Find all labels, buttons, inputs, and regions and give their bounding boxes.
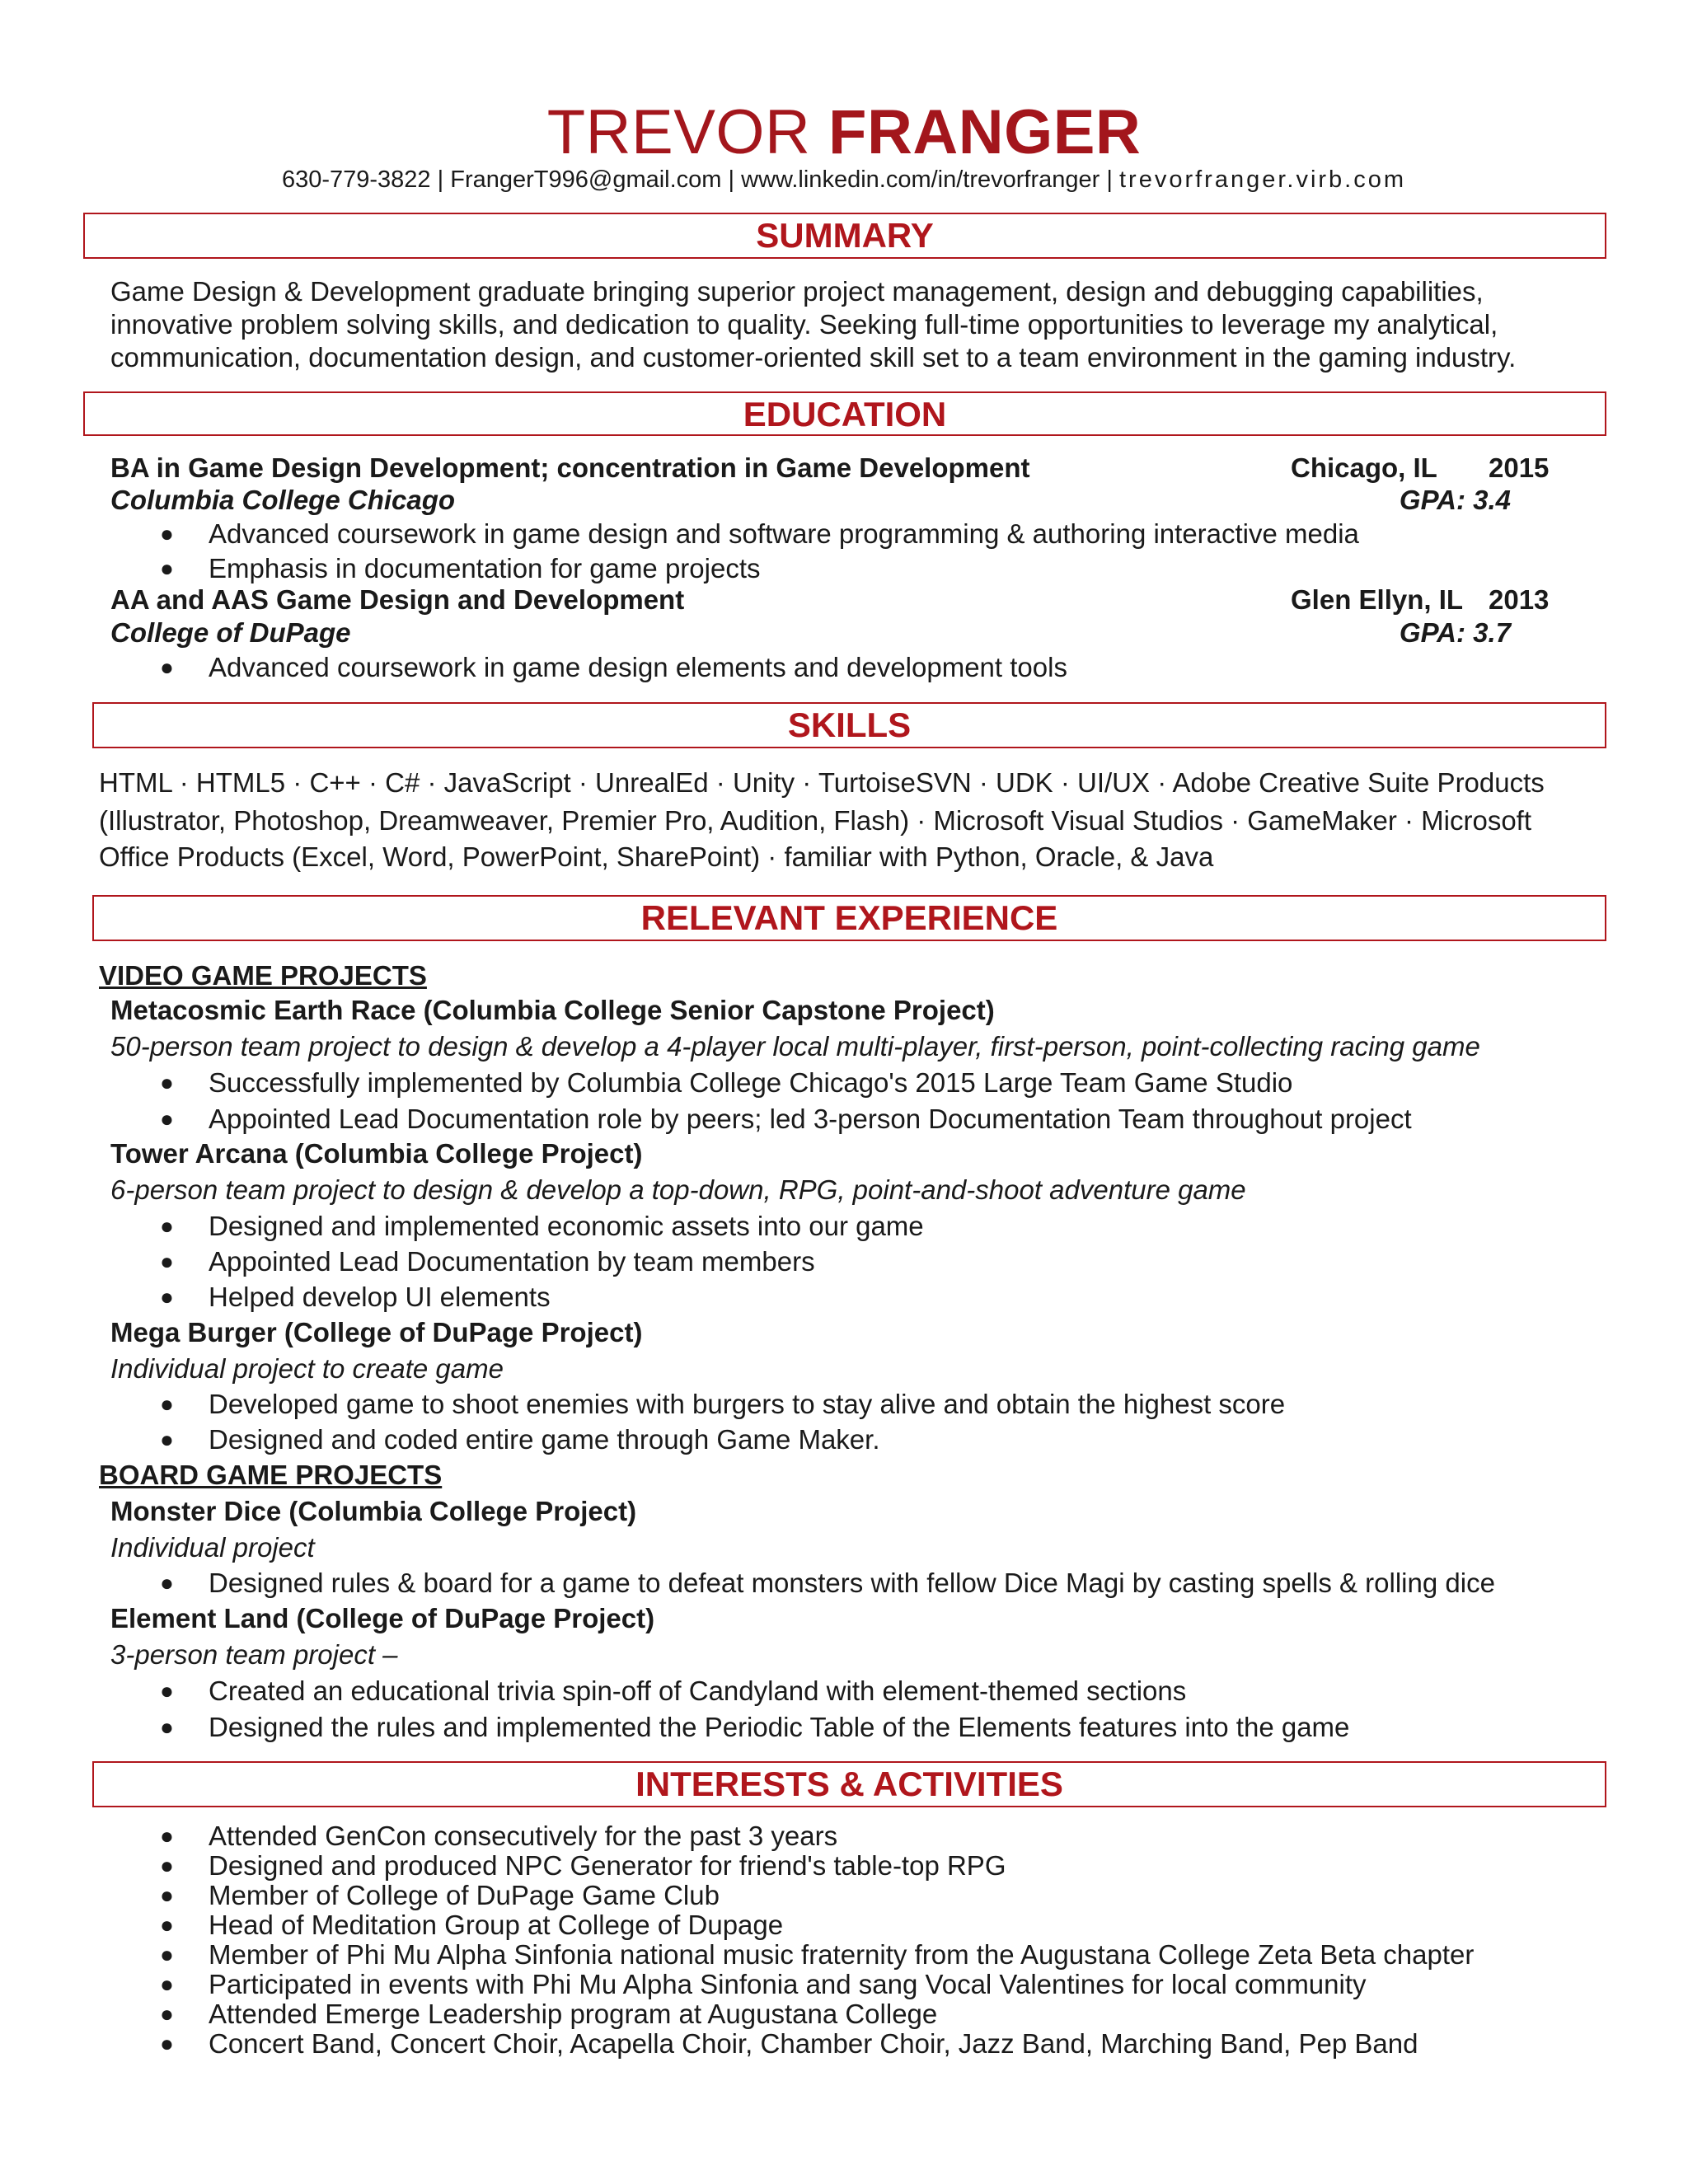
project-name: Tower Arcana (Columbia College Project)	[110, 1138, 643, 1169]
project-bullet: Created an educational trivia spin-off of Candyland with element-themed sections	[209, 1675, 1187, 1706]
project-bullet: Designed the rules and implemented the Periodic Table of the Elements features into the game	[209, 1712, 1350, 1742]
interest-item: Concert Band, Concert Choir, Acapella Choir, Chamber Choir, Jazz Band, Marching Band, Pep Band	[209, 2028, 1418, 2059]
project-name: Monster Dice (Columbia College Project)	[110, 1496, 637, 1526]
bullet-icon: ●	[160, 654, 174, 680]
edu-year: 2013	[1489, 584, 1550, 615]
contact-separator: |	[728, 166, 735, 193]
interest-item: Participated in events with Phi Mu Alpha Sinfonia and sang Vocal Valentines for local community	[209, 1969, 1367, 1999]
bullet-icon: ●	[160, 555, 174, 581]
edu-location: Glen Ellyn, IL	[1291, 584, 1464, 615]
edu-bullet: Advanced coursework in game design and software programming & authoring interactive media	[209, 518, 1359, 549]
project-bullet: Appointed Lead Documentation by team members	[209, 1246, 815, 1277]
bullet-icon: ●	[160, 1391, 174, 1417]
bullet-icon: ●	[160, 2031, 174, 2056]
bullet-icon: ●	[160, 1427, 174, 1452]
bullet-icon: ●	[160, 1070, 174, 1095]
edu-degree: AA and AAS Game Design and Development	[110, 584, 685, 615]
project-bullet: Developed game to shoot enemies with burgers to stay alive and obtain the highest score	[209, 1389, 1286, 1419]
edu-bullet: Emphasis in documentation for game projects	[209, 553, 761, 583]
skills-title: SKILLS	[787, 705, 912, 744]
contact-linkedin[interactable]: www.linkedin.com/in/trevorfranger	[741, 166, 1100, 193]
bullet-icon: ●	[160, 1106, 174, 1132]
interest-item: Head of Meditation Group at College of Dupage	[209, 1910, 784, 1940]
last-name: FRANGER	[828, 97, 1142, 167]
skills-line: HTML · HTML5 · C++ · C# · JavaScript · UnrealEd · Unity · TurtoiseSVN · UDK · UI/UX · Adobe Creative Suite Products	[99, 767, 1545, 798]
project-bullet: Helped develop UI elements	[209, 1282, 551, 1312]
contact-phone: 630-779-3822	[281, 166, 431, 193]
edu-location: Chicago, IL	[1291, 452, 1437, 483]
contact-line	[0, 165, 1688, 194]
interests-section-header	[92, 1761, 1606, 1807]
edu-bullet: Advanced coursework in game design elements and development tools	[209, 652, 1067, 682]
interest-item: Member of College of DuPage Game Club	[209, 1880, 720, 1910]
skills-line: Office Products (Excel, Word, PowerPoint, SharePoint) · familiar with Python, Oracle, & Java	[99, 841, 1214, 872]
education-title: EDUCATION	[743, 395, 947, 434]
bullet-icon: ●	[160, 1678, 174, 1704]
project-bullet: Successfully implemented by Columbia College Chicago's 2015 Large Team Game Studio	[209, 1067, 1293, 1098]
interest-item: Member of Phi Mu Alpha Sinfonia national music fraternity from the Augustana College Zeta Beta chapter	[209, 1939, 1475, 1970]
project-bullet: Designed and coded entire game through Game Maker.	[209, 1424, 880, 1455]
video-projects-heading: VIDEO GAME PROJECTS	[99, 960, 427, 991]
interest-item: Attended GenCon consecutively for the past 3 years	[209, 1821, 838, 1851]
contact-separator: |	[1106, 166, 1113, 193]
first-name: TREVOR	[546, 97, 811, 167]
project-name: Element Land (College of DuPage Project)	[110, 1603, 655, 1633]
project-desc: 50-person team project to design & develop a 4-player local multi-player, first-person, point-collecting racing game	[110, 1031, 1480, 1062]
interest-item: Attended Emerge Leadership program at Augustana College	[209, 1999, 938, 2029]
board-projects-heading: BOARD GAME PROJECTS	[99, 1460, 443, 1490]
project-name: Metacosmic Earth Race (Columbia College Senior Capstone Project)	[110, 995, 995, 1025]
edu-school: Columbia College Chicago	[110, 485, 456, 515]
project-desc: Individual project to create game	[110, 1353, 504, 1384]
bullet-icon: ●	[160, 521, 174, 546]
summary-section-header	[83, 213, 1606, 259]
education-section-header	[83, 391, 1606, 436]
bullet-icon: ●	[160, 1942, 174, 1967]
bullet-icon: ●	[160, 1284, 174, 1310]
edu-school: College of DuPage	[110, 617, 351, 648]
skills-line: (Illustrator, Photoshop, Dreamweaver, Premier Pro, Audition, Flash) · Microsoft Visual Studios · GameMaker · Microsoft	[99, 805, 1532, 836]
project-desc: Individual project	[110, 1532, 315, 1563]
bullet-icon: ●	[160, 1249, 174, 1274]
edu-gpa: GPA: 3.7	[1399, 617, 1511, 648]
edu-gpa: GPA: 3.4	[1399, 485, 1511, 515]
bullet-icon: ●	[160, 1570, 174, 1596]
bullet-icon: ●	[160, 1971, 174, 1997]
summary-line: innovative problem solving skills, and dedication to quality. Seeking full-time opportunities to leverage my analytical,	[110, 309, 1498, 340]
project-bullet: Designed rules & board for a game to defeat monsters with fellow Dice Magi by casting spells & rolling dice	[209, 1568, 1495, 1598]
contact-email[interactable]: FrangerT996@gmail.com	[450, 166, 722, 193]
contact-separator: |	[437, 166, 444, 193]
summary-title: SUMMARY	[756, 216, 934, 255]
experience-section-header	[92, 895, 1606, 941]
resume-name	[0, 96, 1688, 170]
bullet-icon: ●	[160, 1823, 174, 1849]
summary-line: Game Design & Development graduate bringing superior project management, design and debugging capabilities,	[110, 276, 1484, 307]
edu-year: 2015	[1489, 452, 1550, 483]
experience-title: RELEVANT EXPERIENCE	[640, 898, 1058, 937]
bullet-icon: ●	[160, 1882, 174, 1908]
project-desc: 3-person team project –	[110, 1639, 398, 1670]
summary-line: communication, documentation design, and customer-oriented skill set to a team environment in the gaming industry.	[110, 342, 1517, 373]
bullet-icon: ●	[160, 1912, 174, 1938]
project-bullet: Appointed Lead Documentation role by peers; led 3-person Documentation Team throughout project	[209, 1104, 1412, 1134]
interests-title: INTERESTS & ACTIVITIES	[635, 1765, 1063, 1803]
project-bullet: Designed and implemented economic assets into our game	[209, 1211, 924, 1241]
bullet-icon: ●	[160, 1213, 174, 1239]
project-name: Mega Burger (College of DuPage Project)	[110, 1317, 643, 1347]
interest-item: Designed and produced NPC Generator for friend's table-top RPG	[209, 1850, 1006, 1881]
contact-website[interactable]: trevorfranger.virb.com	[1118, 166, 1407, 193]
bullet-icon: ●	[160, 1853, 174, 1878]
project-desc: 6-person team project to design & develop a top-down, RPG, point-and-shoot adventure game	[110, 1174, 1246, 1205]
bullet-icon: ●	[160, 1714, 174, 1740]
skills-section-header	[92, 702, 1606, 748]
bullet-icon: ●	[160, 2001, 174, 2027]
edu-degree: BA in Game Design Development; concentration in Game Development	[110, 452, 1030, 483]
